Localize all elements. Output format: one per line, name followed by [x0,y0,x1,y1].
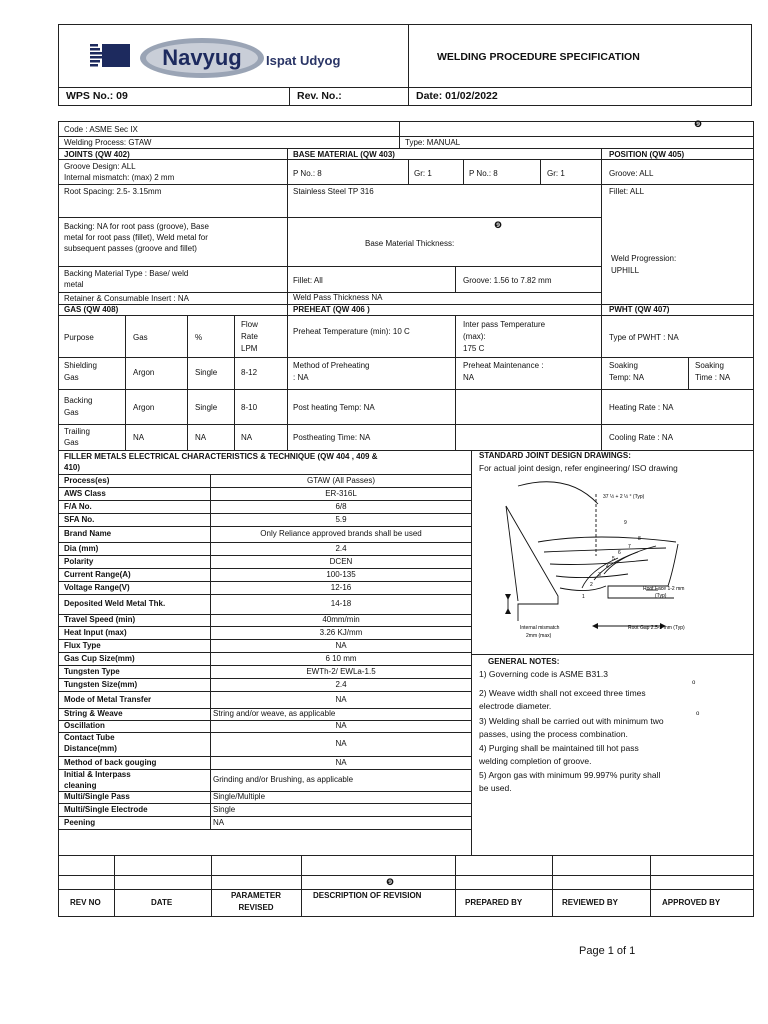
gas-col-gas: Gas [133,333,148,342]
pass-number-label: 9 [624,520,627,526]
filler-row-value: 3.26 KJ/mm [319,628,363,637]
filler-row-label: Deposited Weld Metal Thk. [64,599,166,608]
internal-mismatch: Internal mismatch: (max) 2 mm [64,173,175,182]
base-p-number-1: P No.: 8 [293,169,322,178]
filler-row-value: EWTh-2/ EWLa-1.5 [306,667,376,676]
rev-col-prepared: PREPARED BY [465,898,523,907]
shielding-label-1: Shielding [64,361,97,370]
rev-col-revno: REV NO [70,898,101,907]
preheat-maintenance-1: Preheat Maintenance : [463,361,544,370]
filler-row-value: NA [335,695,347,704]
rev-col-approved: APPROVED BY [662,898,721,907]
filler-row-label: Brand Name [64,529,112,538]
filler-row-value: Grinding and/or Brushing, as applicable [213,775,354,784]
pwht-heading: PWHT (QW 407) [609,305,670,314]
rev-col-param-1: PARAMETER [230,891,282,900]
interpass-line-1: Inter pass Temperature [463,320,546,329]
backing-percent: Single [195,403,218,412]
trailing-flow: NA [241,433,253,442]
preheat-method-2: : NA [293,373,309,382]
soaking-time-2: Time : NA [695,373,731,382]
rev-col-description: DESCRIPTION OF REVISION [313,891,422,900]
filler-row-label: Method of back gouging [64,758,157,767]
preheat-method-1: Method of Preheating [293,361,370,370]
base-group-1: Gr: 1 [414,169,432,178]
backing-gas: Argon [133,403,155,412]
filler-row-value: NA [335,739,347,748]
root-face-label-1: Root Face 1-2 mm [643,586,685,592]
filler-row-value: 6 10 mm [325,654,357,663]
preheat-maintenance-2: NA [463,373,475,382]
shielding-flow: 8-12 [241,368,258,377]
backing-line-2: metal for root pass (fillet), Weld metal for [64,233,208,242]
trailing-gas: NA [133,433,145,442]
filler-row-label-2: Distance(mm) [64,744,117,753]
pwht-type: Type of PWHT : NA [609,333,679,342]
filler-row-value: 2.4 [335,544,347,553]
base-material-name: Stainless Steel TP 316 [293,187,374,196]
trailing-gas-label-2: Gas [64,438,79,447]
fillet-thickness: Fillet: All [293,276,323,285]
base-material-thickness: Base Material Thickness: [365,239,455,248]
heating-rate: Heating Rate : NA [609,403,674,412]
filler-row-label: Contact Tube [64,733,115,742]
mismatch-label-1: Internal mismatch [520,625,560,631]
filler-row-value: 5.9 [335,515,347,524]
soaking-temp-2: Temp: NA [609,373,645,382]
welding-type-field: Type: MANUAL [405,138,461,147]
note-line: passes, using the process combination. [479,729,628,739]
filler-row-label: Current Range(A) [64,570,131,579]
revision-mark-icon: ❾ [494,220,503,230]
filler-row-value: 100-135 [326,570,356,579]
interpass-line-2: (max): [463,332,486,341]
welding-process-field: Welding Process: GTAW [64,138,152,147]
gas-col-purpose: Purpose [64,333,94,342]
note-line: electrode diameter. [479,701,552,711]
gas-col-flow-3: LPM [241,344,258,353]
preheat-heading: PREHEAT (QW 406 ) [293,305,370,314]
backing-type-line-1: Backing Material Type : Base/ weld [64,269,189,278]
filler-row-value: 2.4 [335,680,347,689]
root-spacing: Root Spacing: 2.5- 3.15mm [64,187,162,196]
groove-design: Groove Design: ALL [64,162,136,171]
filler-row-label: Gas Cup Size(mm) [64,654,135,663]
filler-heading-1: FILLER METALS ELECTRICAL CHARACTERISTICS & TECHNIQUE (QW 404 , 409 & [64,452,378,461]
post-heating-temp: Post heating Temp: NA [293,403,375,412]
note-line: 5) Argon gas with minimum 99.997% purity shall [479,770,661,780]
wps-number: WPS No.: 09 [66,90,128,102]
filler-row-label: Multi/Single Electrode [64,805,148,814]
filler-row-value: String and/or weave, as applicable [213,709,336,718]
note-line: 4) Purging shall be maintained till hot pass [479,743,639,753]
cooling-rate: Cooling Rate : NA [609,433,674,442]
company-name: Navyug [162,45,242,70]
gas-col-flow-1: Flow [241,320,258,329]
filler-row-value: 40mm/min [322,615,360,624]
shielding-percent: Single [195,368,218,377]
filler-row-label: Initial & Interpass [64,770,131,779]
soaking-temp-1: Soaking [609,361,638,370]
weld-progression-value: UPHILL [611,266,640,275]
filler-row-value: 14-18 [330,599,352,608]
root-face-label-2: (Typ) [655,593,667,599]
note-line: 1) Governing code is ASME B31.3 [479,669,608,679]
position-heading: POSITION (QW 405) [609,150,685,159]
filler-row-value: ER-316L [325,489,357,498]
mismatch-label-2: 2mm (max) [526,633,552,639]
filler-row-value: 12-16 [330,583,352,592]
pass-number-label: 3 [598,572,601,578]
filler-row-value: 6/8 [335,502,347,511]
filler-row-value: DCEN [329,557,353,566]
filler-row-label: Dia (mm) [64,544,99,553]
pass-number-label: 1 [582,594,585,600]
filler-row-value: NA [335,641,347,650]
page-number: Page 1 of 1 [579,945,636,957]
filler-row-label: Peening [64,818,96,827]
rev-col-reviewed: REVIEWED BY [562,898,619,907]
code-field: Code : ASME Sec IX [64,125,138,134]
gas-heading: GAS (QW 408) [64,305,119,314]
filler-row-value: Single [213,805,236,814]
filler-row-label: Travel Speed (min) [64,615,136,624]
backing-line-3: subsequent passes (groove and fillet) [64,244,197,253]
note-line: welding completion of groove. [479,756,592,766]
trailing-gas-label-1: Trailing [64,427,90,436]
pass-number-label: 4 [606,564,609,570]
filler-row-value: Single/Multiple [213,792,266,801]
joint-design-drawing [478,476,750,646]
gas-col-flow-2: Rate [241,332,258,341]
filler-heading-2: 410) [64,463,81,472]
interpass-line-3: 175 C [463,344,485,353]
position-fillet: Fillet: ALL [609,187,645,196]
base-group-2: Gr: 1 [547,169,565,178]
joint-angle-label: 37 ½ + 2 ½ ° (Typ) [603,494,645,500]
pass-number-label: 2 [590,582,593,588]
filler-row-label: Multi/Single Pass [64,792,130,801]
filler-row-label: Tungsten Type [64,667,120,676]
backing-flow: 8-10 [241,403,258,412]
filler-row-label: Flux Type [64,641,101,650]
filler-row-value: GTAW (All Passes) [306,476,375,485]
pass-number-label: 7 [628,544,631,550]
note-line: 2) Weave width shall not exceed three times [479,688,646,698]
weld-pass-thickness: Weld Pass Thickness NA [293,293,383,302]
filler-row-label: F/A No. [64,502,92,511]
filler-row-label: Voltage Range(V) [64,583,130,592]
joint-design-subheading: For actual joint design, refer engineering/ ISO drawing [479,463,678,473]
backing-gas-label-1: Backing [64,396,93,405]
joint-design-heading: STANDARD JOINT DESIGN DRAWINGS: [479,451,631,460]
pass-number-label: 6 [618,550,621,556]
notes-heading: GENERAL NOTES: [488,657,560,666]
groove-thickness: Groove: 1.56 to 7.82 mm [463,276,552,285]
backing-gas-label-2: Gas [64,408,79,417]
pass-number-label: 5 [612,556,615,562]
backing-type-line-2: metal [64,280,84,289]
rev-col-date: DATE [151,898,173,907]
filler-row-label-2: cleaning [64,781,97,790]
base-material-heading: BASE MATERIAL (QW 403) [293,150,395,159]
revision-mark-icon: ❾ [694,119,703,129]
backing-line-1: Backing: NA for root pass (groove), Base [64,222,209,231]
shielding-label-2: Gas [64,373,79,382]
trailing-percent: NA [195,433,207,442]
company-logo [90,36,360,80]
pass-number-label: 8 [638,536,641,542]
filler-row-value: NA [213,818,225,827]
filler-row-label: String & Weave [64,709,123,718]
filler-row-label: SFA No. [64,515,95,524]
revision-number: Rev. No.: [297,90,342,102]
note-line: 3) Welding shall be carried out with minimum two [479,716,664,726]
filler-row-label: AWS Class [64,489,106,498]
note-line: be used. [479,783,512,793]
filler-row-label: Process(es) [64,476,110,485]
filler-row-label: Mode of Metal Transfer [64,695,152,704]
position-groove: Groove: ALL [609,169,654,178]
weld-progression-label: Weld Progression: [611,254,677,263]
joints-heading: JOINTS (QW 402) [64,150,130,159]
preheat-temperature: Preheat Temperature (min): 10 C [293,327,410,336]
filler-row-label: Polarity [64,557,94,566]
shielding-gas: Argon [133,368,155,377]
filler-row-value: NA [335,758,347,767]
retainer-insert: Retainer & Consumable Insert : NA [64,294,189,303]
base-p-number-2: P No.: 8 [469,169,498,178]
degree-mark-icon: o [696,711,700,717]
root-gap-label: Root Gap 2.5-3 mm (Typ) [628,625,685,631]
filler-row-label: Tungsten Size(mm) [64,680,138,689]
document-date: Date: 01/02/2022 [416,90,498,102]
degree-mark-icon: o [692,680,696,686]
gas-col-percent: % [195,333,203,342]
filler-row-label: Heat Input (max) [64,628,127,637]
company-subtitle: Ispat Udyog [266,53,341,68]
rev-col-param-2: REVISED [238,903,274,912]
document-title: WELDING PROCEDURE SPECIFICATION [437,51,640,63]
soaking-time-1: Soaking [695,361,724,370]
revision-mark-icon: ❾ [386,877,395,887]
post-heating-time: Postheating Time: NA [293,433,371,442]
filler-row-value: Only Reliance approved brands shall be used [260,529,422,538]
filler-row-value: NA [335,721,347,730]
filler-row-label: Oscillation [64,721,105,730]
